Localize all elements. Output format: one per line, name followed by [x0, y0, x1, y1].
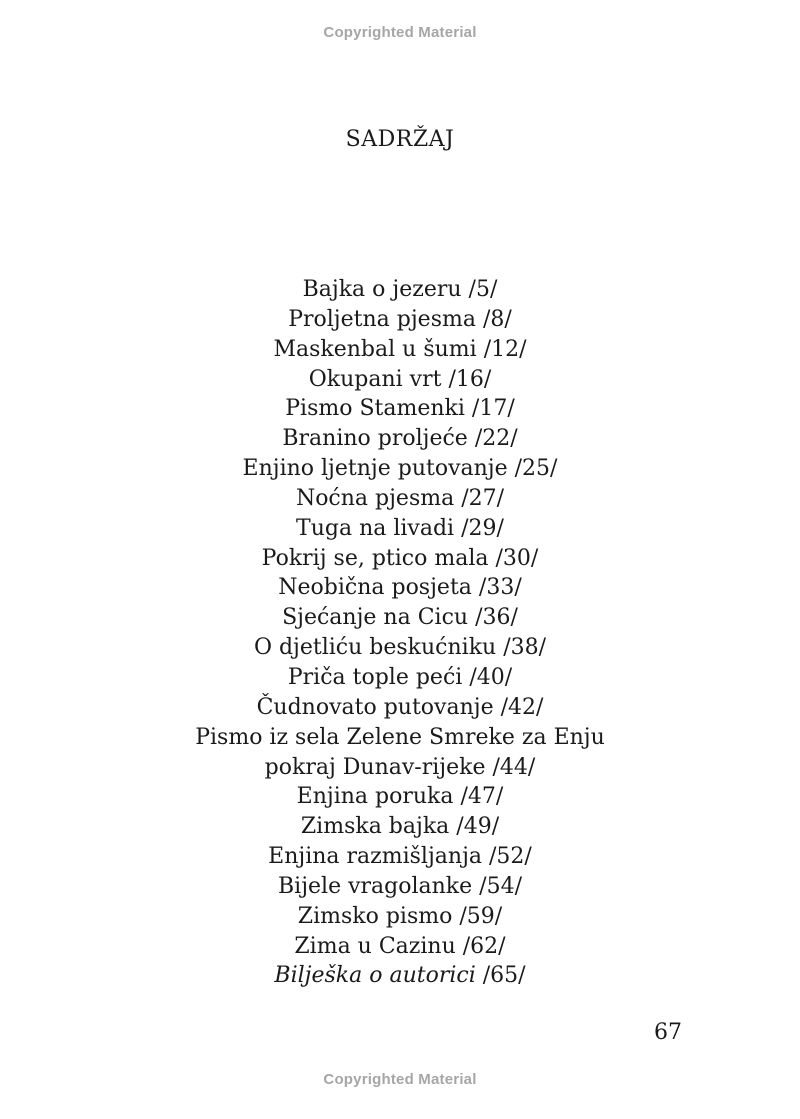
toc-entry-page: /62/	[462, 933, 506, 959]
toc-entry-page: /30/	[495, 545, 539, 571]
toc-entry	[0, 842, 800, 872]
toc-entry-title: pokraj Dunav-rijeke	[264, 754, 486, 780]
toc-entry-page: /29/	[461, 515, 504, 541]
page-title: SADRŽAJ	[345, 127, 455, 152]
toc-entry-title: Noćna pjesma	[295, 485, 455, 511]
toc-entry-title: Pokrij se, ptico mala	[261, 545, 489, 571]
toc-entry	[0, 932, 800, 962]
toc-entry-title: Bijele vragolanke	[278, 873, 473, 899]
toc-entry	[0, 902, 800, 932]
toc-entry-page: /59/	[459, 903, 503, 929]
toc-entry-page: /65/	[482, 963, 526, 989]
toc-entry-page: /22/	[474, 426, 518, 452]
toc-entry	[0, 514, 800, 544]
toc-entry	[0, 275, 800, 305]
toc-entry-title: Okupani vrt	[308, 366, 442, 392]
toc-entry	[0, 454, 800, 484]
toc-entry-title: Neobična posjeta	[278, 575, 472, 601]
toc-entry-page: /38/	[503, 635, 547, 661]
toc-entry-title: Čudnovato putovanje	[256, 694, 494, 720]
toc-entry	[0, 424, 800, 454]
toc-entry-title: Tuga na livadi	[296, 515, 455, 541]
toc-entry	[0, 753, 800, 783]
toc-entry	[0, 782, 800, 812]
toc-entry-page: /12/	[483, 336, 527, 362]
toc-entry-title: Bilješka o autorici	[274, 963, 476, 989]
toc-entry-page: /5/	[468, 277, 498, 302]
watermark-top: Copyrighted Material	[323, 24, 477, 41]
toc-entry	[0, 633, 800, 663]
toc-entry	[0, 663, 800, 693]
toc-entry-page: /44/	[492, 754, 536, 780]
toc-entry-title: Zimsko pismo	[297, 903, 453, 929]
watermark-bottom: Copyrighted Material	[323, 1071, 477, 1088]
toc-entry-title: Priča tople peći	[287, 664, 463, 690]
toc-entry-title: Proljetna pjesma	[288, 306, 476, 332]
toc-entry-page: /33/	[478, 575, 522, 601]
toc-entry-title: Enjino ljetnje putovanje	[242, 456, 508, 482]
toc-entry	[0, 305, 800, 335]
toc-entry-page: /47/	[460, 784, 504, 810]
toc-entry-title: Bajka o jezeru	[302, 277, 462, 302]
toc-entry-page: /49/	[456, 814, 500, 840]
toc-entry	[0, 365, 800, 395]
toc-entry	[0, 394, 800, 424]
page-number: 67	[654, 1020, 682, 1045]
toc-entry-title: Zima u Cazinu	[294, 933, 456, 959]
toc-entry-title: Maskenbal u šumi	[273, 336, 477, 362]
toc-entry-page: /17/	[471, 396, 515, 422]
toc-entry	[0, 961, 800, 991]
toc-entry-title: Pismo iz sela Zelene Smreke za Enju	[195, 724, 605, 750]
toc-entry-page: /40/	[469, 664, 513, 690]
toc-entry-page: /27/	[461, 485, 505, 511]
toc-entry	[0, 544, 800, 574]
toc-entry-title: Zimska bajka	[300, 814, 450, 840]
toc-entry	[0, 484, 800, 514]
toc-entry	[0, 872, 800, 902]
toc-entry-title: Sjećanje na Cicu	[282, 605, 469, 631]
toc-entry-page: /36/	[475, 605, 518, 631]
toc-entry	[0, 335, 800, 365]
toc-entry	[0, 693, 800, 723]
toc-entry-page: /54/	[479, 873, 522, 899]
toc-entry-title: Enjina poruka	[296, 784, 454, 810]
toc-entry-title: Pismo Stamenki	[285, 396, 465, 422]
toc-entry-page: /52/	[489, 844, 532, 870]
toc-entry	[0, 723, 800, 753]
toc-entry	[0, 603, 800, 633]
toc-entry	[0, 812, 800, 842]
toc-entry-page: /25/	[514, 456, 558, 482]
toc-entry-title: Enjina razmišljanja	[268, 844, 483, 870]
table-of-contents	[0, 275, 800, 991]
toc-entry-title: Branino proljeće	[282, 426, 468, 452]
toc-entry	[0, 573, 800, 603]
toc-entry-title: O djetliću beskućniku	[253, 635, 497, 661]
toc-entry-page: /8/	[482, 306, 512, 332]
toc-entry-page: /16/	[448, 366, 492, 392]
toc-entry-page: /42/	[500, 694, 544, 720]
